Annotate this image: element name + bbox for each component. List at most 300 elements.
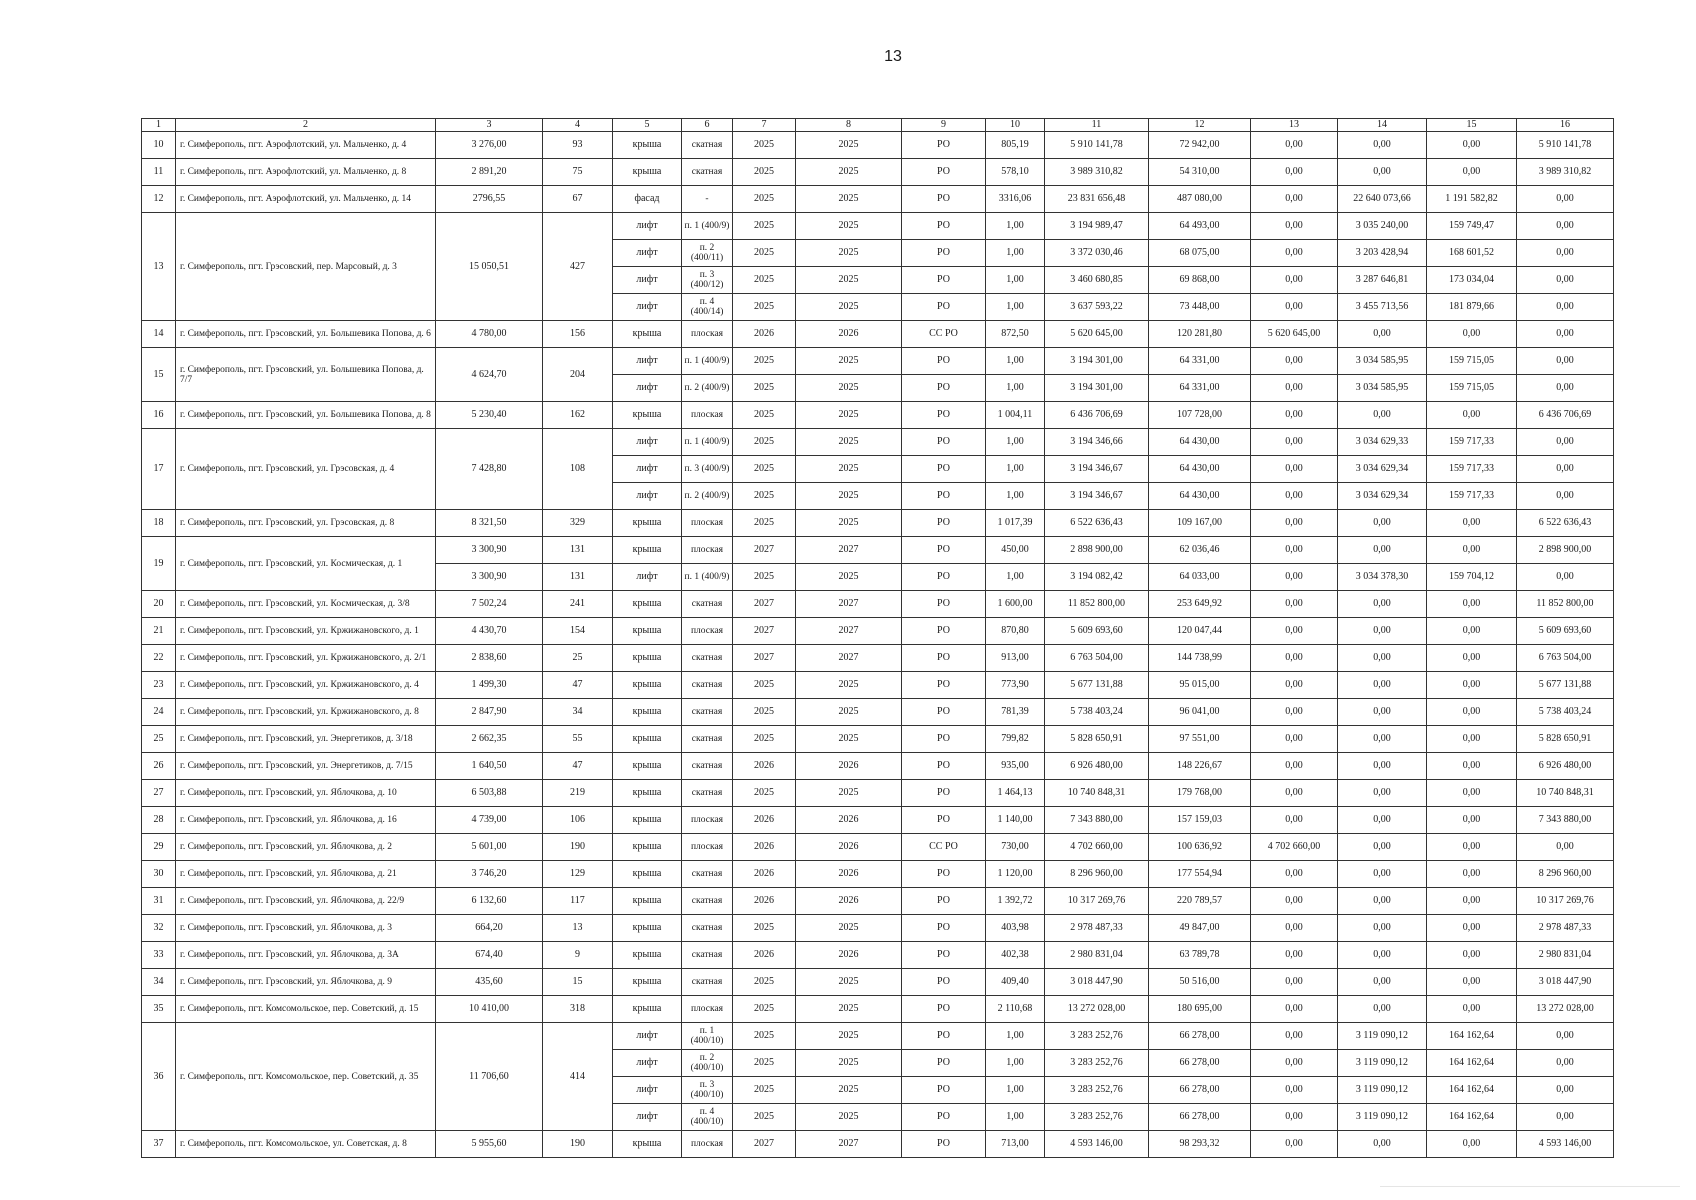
col14-cell: 0,00: [1338, 888, 1427, 915]
table-row: [142, 348, 1614, 375]
year-start-cell: 2026: [733, 861, 796, 888]
header-cell: 16: [1517, 119, 1614, 132]
year-end-cell: 2025: [796, 402, 902, 429]
total-cost-cell: 5 677 131,88: [1045, 672, 1149, 699]
total-cost-cell: 3 283 252,76: [1045, 1077, 1149, 1104]
col13-cell: 0,00: [1251, 969, 1338, 996]
year-start-cell: 2025: [733, 267, 796, 294]
address-cell: г. Симферополь, пгт. Грэсовский, ул. Кржижановского, д. 4: [176, 672, 436, 699]
work-type-cell: крыша: [613, 402, 682, 429]
col15-cell: 168 601,52: [1427, 240, 1517, 267]
col12-cell: 157 159,03: [1149, 807, 1251, 834]
source-cell: РО: [902, 375, 986, 402]
year-end-cell: 2025: [796, 780, 902, 807]
row-number-cell: 26: [142, 753, 176, 780]
roof-type-cell: скатная: [682, 888, 733, 915]
table-row: [142, 1023, 1614, 1050]
row-number-cell: 20: [142, 591, 176, 618]
roof-type-cell: плоская: [682, 321, 733, 348]
col13-cell: 0,00: [1251, 996, 1338, 1023]
table-row: [142, 213, 1614, 240]
col13-cell: 0,00: [1251, 1131, 1338, 1158]
col14-cell: 3 119 090,12: [1338, 1023, 1427, 1050]
year-end-cell: 2026: [796, 807, 902, 834]
col16-cell: 5 738 403,24: [1517, 699, 1614, 726]
col13-cell: 0,00: [1251, 726, 1338, 753]
row-number-cell: 31: [142, 888, 176, 915]
col14-cell: 0,00: [1338, 780, 1427, 807]
total-cost-cell: 13 272 028,00: [1045, 996, 1149, 1023]
quantity-cell: 1,00: [986, 564, 1045, 591]
col15-cell: 0,00: [1427, 807, 1517, 834]
year-end-cell: 2025: [796, 375, 902, 402]
col13-cell: 0,00: [1251, 186, 1338, 213]
total-cost-cell: 4 593 146,00: [1045, 1131, 1149, 1158]
work-type-cell: лифт: [613, 348, 682, 375]
roof-type-cell: плоская: [682, 807, 733, 834]
col14-cell: 3 287 646,81: [1338, 267, 1427, 294]
year-end-cell: 2025: [796, 915, 902, 942]
year-start-cell: 2026: [733, 942, 796, 969]
header-cell: 15: [1427, 119, 1517, 132]
row-number-cell: 16: [142, 402, 176, 429]
col16-cell: 0,00: [1517, 564, 1614, 591]
area-cell: 2 662,35: [436, 726, 543, 753]
roof-type-cell: плоская: [682, 996, 733, 1023]
col15-cell: 0,00: [1427, 510, 1517, 537]
source-cell: РО: [902, 1023, 986, 1050]
year-start-cell: 2025: [733, 996, 796, 1023]
col14-cell: 0,00: [1338, 402, 1427, 429]
roof-type-cell: скатная: [682, 942, 733, 969]
work-type-cell: лифт: [613, 375, 682, 402]
quantity-cell: 1 017,39: [986, 510, 1045, 537]
work-type-cell: лифт: [613, 429, 682, 456]
col13-cell: 5 620 645,00: [1251, 321, 1338, 348]
total-cost-cell: 3 194 346,66: [1045, 429, 1149, 456]
table-row: [142, 942, 1614, 969]
table-row: [142, 834, 1614, 861]
col15-cell: 0,00: [1427, 888, 1517, 915]
header-cell: 9: [902, 119, 986, 132]
year-start-cell: 2025: [733, 564, 796, 591]
col15-cell: 181 879,66: [1427, 294, 1517, 321]
total-cost-cell: 7 343 880,00: [1045, 807, 1149, 834]
roof-type-cell: плоская: [682, 1131, 733, 1158]
source-cell: РО: [902, 213, 986, 240]
year-end-cell: 2025: [796, 726, 902, 753]
roof-type-cell: п. 3 (400/12): [682, 267, 733, 294]
total-cost-cell: 4 702 660,00: [1045, 834, 1149, 861]
col15-cell: 159 715,05: [1427, 375, 1517, 402]
col14-cell: 3 035 240,00: [1338, 213, 1427, 240]
total-cost-cell: 11 852 800,00: [1045, 591, 1149, 618]
table-row: [142, 618, 1614, 645]
col16-cell: 13 272 028,00: [1517, 996, 1614, 1023]
header-cell: 13: [1251, 119, 1338, 132]
area-cell: 1 499,30: [436, 672, 543, 699]
header-cell: 6: [682, 119, 733, 132]
col13-cell: 0,00: [1251, 159, 1338, 186]
quantity-cell: 713,00: [986, 1131, 1045, 1158]
col12-cell: 253 649,92: [1149, 591, 1251, 618]
table-row: [142, 591, 1614, 618]
quantity-cell: 1,00: [986, 483, 1045, 510]
table-row: [142, 861, 1614, 888]
quantity-cell: 1 392,72: [986, 888, 1045, 915]
work-type-cell: лифт: [613, 213, 682, 240]
roof-type-cell: плоская: [682, 537, 733, 564]
col16-cell: 0,00: [1517, 1104, 1614, 1131]
row-number-cell: 19: [142, 537, 176, 591]
col12-cell: 66 278,00: [1149, 1050, 1251, 1077]
col12-cell: 96 041,00: [1149, 699, 1251, 726]
table-row: [142, 159, 1614, 186]
roof-type-cell: скатная: [682, 915, 733, 942]
area-cell: 5 955,60: [436, 1131, 543, 1158]
year-start-cell: 2025: [733, 348, 796, 375]
year-end-cell: 2025: [796, 159, 902, 186]
roof-type-cell: п. 1 (400/9): [682, 213, 733, 240]
col16-cell: 6 436 706,69: [1517, 402, 1614, 429]
header-cell: 5: [613, 119, 682, 132]
source-cell: РО: [902, 780, 986, 807]
year-start-cell: 2027: [733, 591, 796, 618]
area-cell: 15 050,51: [436, 213, 543, 321]
row-number-cell: 14: [142, 321, 176, 348]
work-type-cell: крыша: [613, 969, 682, 996]
col16-cell: 0,00: [1517, 1023, 1614, 1050]
col13-cell: 0,00: [1251, 591, 1338, 618]
source-cell: СС РО: [902, 321, 986, 348]
source-cell: РО: [902, 753, 986, 780]
apartments-cell: 219: [543, 780, 613, 807]
roof-type-cell: скатная: [682, 132, 733, 159]
work-type-cell: крыша: [613, 780, 682, 807]
apartments-cell: 106: [543, 807, 613, 834]
row-number-cell: 27: [142, 780, 176, 807]
work-type-cell: крыша: [613, 861, 682, 888]
header-cell: 4: [543, 119, 613, 132]
col16-cell: 2 898 900,00: [1517, 537, 1614, 564]
col13-cell: 0,00: [1251, 294, 1338, 321]
col14-cell: 0,00: [1338, 861, 1427, 888]
table-row: [142, 915, 1614, 942]
apartments-cell: 190: [543, 1131, 613, 1158]
total-cost-cell: 3 372 030,46: [1045, 240, 1149, 267]
source-cell: РО: [902, 456, 986, 483]
quantity-cell: 403,98: [986, 915, 1045, 942]
col12-cell: 63 789,78: [1149, 942, 1251, 969]
apartments-cell: 15: [543, 969, 613, 996]
col16-cell: 0,00: [1517, 186, 1614, 213]
col12-cell: 487 080,00: [1149, 186, 1251, 213]
col14-cell: 0,00: [1338, 753, 1427, 780]
col12-cell: 64 331,00: [1149, 375, 1251, 402]
col16-cell: 0,00: [1517, 456, 1614, 483]
col12-cell: 179 768,00: [1149, 780, 1251, 807]
table-row: [142, 672, 1614, 699]
col16-cell: 10 740 848,31: [1517, 780, 1614, 807]
col12-cell: 177 554,94: [1149, 861, 1251, 888]
source-cell: РО: [902, 564, 986, 591]
total-cost-cell: 3 194 301,00: [1045, 348, 1149, 375]
col12-cell: 72 942,00: [1149, 132, 1251, 159]
roof-type-cell: п. 3 (400/10): [682, 1077, 733, 1104]
header-cell: 8: [796, 119, 902, 132]
year-start-cell: 2025: [733, 456, 796, 483]
quantity-cell: 1 004,11: [986, 402, 1045, 429]
col15-cell: 0,00: [1427, 942, 1517, 969]
apartments-cell: 75: [543, 159, 613, 186]
apartments-cell: 9: [543, 942, 613, 969]
row-number-cell: 35: [142, 996, 176, 1023]
year-end-cell: 2025: [796, 564, 902, 591]
col14-cell: 0,00: [1338, 915, 1427, 942]
header-cell: 11: [1045, 119, 1149, 132]
year-start-cell: 2025: [733, 213, 796, 240]
work-type-cell: крыша: [613, 618, 682, 645]
table-row: [142, 321, 1614, 348]
year-start-cell: 2025: [733, 132, 796, 159]
quantity-cell: 773,90: [986, 672, 1045, 699]
roof-type-cell: скатная: [682, 699, 733, 726]
col14-cell: 3 203 428,94: [1338, 240, 1427, 267]
address-cell: г. Симферополь, пгт. Аэрофлотский, ул. Мальченко, д. 8: [176, 159, 436, 186]
roof-type-cell: п. 3 (400/9): [682, 456, 733, 483]
col13-cell: 0,00: [1251, 699, 1338, 726]
col15-cell: 164 162,64: [1427, 1050, 1517, 1077]
col15-cell: 164 162,64: [1427, 1077, 1517, 1104]
year-end-cell: 2025: [796, 186, 902, 213]
source-cell: СС РО: [902, 834, 986, 861]
area-cell: 6 503,88: [436, 780, 543, 807]
header-cell: 2: [176, 119, 436, 132]
col14-cell: 0,00: [1338, 537, 1427, 564]
year-end-cell: 2027: [796, 1131, 902, 1158]
source-cell: РО: [902, 807, 986, 834]
address-cell: г. Симферополь, пгт. Грэсовский, ул. Грэсовская, д. 4: [176, 429, 436, 510]
address-cell: г. Симферополь, пгт. Грэсовский, ул. Космическая, д. 3/8: [176, 591, 436, 618]
col13-cell: 0,00: [1251, 429, 1338, 456]
source-cell: РО: [902, 996, 986, 1023]
total-cost-cell: 2 978 487,33: [1045, 915, 1149, 942]
year-end-cell: 2025: [796, 1023, 902, 1050]
apartments-cell: 190: [543, 834, 613, 861]
table-row: [142, 510, 1614, 537]
source-cell: РО: [902, 483, 986, 510]
apartments-cell: 131: [543, 564, 613, 591]
year-end-cell: 2025: [796, 672, 902, 699]
address-cell: г. Симферополь, пгт. Грэсовский, ул. Грэсовская, д. 8: [176, 510, 436, 537]
total-cost-cell: 3 194 346,67: [1045, 456, 1149, 483]
source-cell: РО: [902, 1131, 986, 1158]
apartments-cell: 47: [543, 753, 613, 780]
col16-cell: 6 926 480,00: [1517, 753, 1614, 780]
year-start-cell: 2025: [733, 429, 796, 456]
year-end-cell: 2027: [796, 645, 902, 672]
area-cell: 7 502,24: [436, 591, 543, 618]
year-start-cell: 2025: [733, 1050, 796, 1077]
year-end-cell: 2025: [796, 1077, 902, 1104]
col15-cell: 0,00: [1427, 1131, 1517, 1158]
apartments-cell: 129: [543, 861, 613, 888]
col14-cell: 3 034 629,34: [1338, 456, 1427, 483]
row-number-cell: 33: [142, 942, 176, 969]
address-cell: г. Симферополь, пгт. Грэсовский, ул. Яблочкова, д. 21: [176, 861, 436, 888]
work-type-cell: крыша: [613, 591, 682, 618]
year-end-cell: 2025: [796, 348, 902, 375]
work-type-cell: крыша: [613, 672, 682, 699]
source-cell: РО: [902, 672, 986, 699]
col12-cell: 62 036,46: [1149, 537, 1251, 564]
col16-cell: 6 763 504,00: [1517, 645, 1614, 672]
header-cell: 1: [142, 119, 176, 132]
work-type-cell: крыша: [613, 645, 682, 672]
col16-cell: 5 828 650,91: [1517, 726, 1614, 753]
col12-cell: 100 636,92: [1149, 834, 1251, 861]
apartments-cell: 427: [543, 213, 613, 321]
col13-cell: 0,00: [1251, 915, 1338, 942]
col12-cell: 50 516,00: [1149, 969, 1251, 996]
apartments-cell: 241: [543, 591, 613, 618]
work-type-cell: крыша: [613, 132, 682, 159]
source-cell: РО: [902, 618, 986, 645]
row-number-cell: 25: [142, 726, 176, 753]
roof-type-cell: п. 4 (400/14): [682, 294, 733, 321]
col14-cell: 3 034 629,33: [1338, 429, 1427, 456]
year-start-cell: 2027: [733, 645, 796, 672]
col13-cell: 0,00: [1251, 375, 1338, 402]
col15-cell: 159 717,33: [1427, 483, 1517, 510]
address-cell: г. Симферополь, пгт. Грэсовский, ул. Яблочкова, д. 3А: [176, 942, 436, 969]
col12-cell: 64 033,00: [1149, 564, 1251, 591]
total-cost-cell: 3 194 989,47: [1045, 213, 1149, 240]
col15-cell: 0,00: [1427, 159, 1517, 186]
quantity-cell: 402,38: [986, 942, 1045, 969]
quantity-cell: 1,00: [986, 267, 1045, 294]
col14-cell: 0,00: [1338, 969, 1427, 996]
work-type-cell: крыша: [613, 888, 682, 915]
col12-cell: 148 226,67: [1149, 753, 1251, 780]
col15-cell: 0,00: [1427, 726, 1517, 753]
col15-cell: 0,00: [1427, 321, 1517, 348]
col12-cell: 64 430,00: [1149, 429, 1251, 456]
table-row: [142, 807, 1614, 834]
col16-cell: 0,00: [1517, 213, 1614, 240]
year-start-cell: 2025: [733, 510, 796, 537]
quantity-cell: 1,00: [986, 1077, 1045, 1104]
col15-cell: 159 704,12: [1427, 564, 1517, 591]
area-cell: 4 780,00: [436, 321, 543, 348]
col12-cell: 49 847,00: [1149, 915, 1251, 942]
year-end-cell: 2025: [796, 1104, 902, 1131]
year-end-cell: 2026: [796, 753, 902, 780]
work-type-cell: крыша: [613, 942, 682, 969]
year-end-cell: 2027: [796, 591, 902, 618]
quantity-cell: 870,80: [986, 618, 1045, 645]
roof-type-cell: п. 1 (400/9): [682, 348, 733, 375]
quantity-cell: 1,00: [986, 1104, 1045, 1131]
source-cell: РО: [902, 429, 986, 456]
roof-type-cell: скатная: [682, 159, 733, 186]
col14-cell: 3 119 090,12: [1338, 1077, 1427, 1104]
year-end-cell: 2025: [796, 240, 902, 267]
quantity-cell: 730,00: [986, 834, 1045, 861]
total-cost-cell: 3 283 252,76: [1045, 1023, 1149, 1050]
col14-cell: 3 034 585,95: [1338, 375, 1427, 402]
apartments-cell: 34: [543, 699, 613, 726]
table-row: [142, 645, 1614, 672]
work-type-cell: фасад: [613, 186, 682, 213]
col14-cell: 0,00: [1338, 942, 1427, 969]
roof-type-cell: п. 1 (400/10): [682, 1023, 733, 1050]
year-start-cell: 2025: [733, 402, 796, 429]
address-cell: г. Симферополь, пгт. Грэсовский, пер. Марсовый, д. 3: [176, 213, 436, 321]
quantity-cell: 805,19: [986, 132, 1045, 159]
work-type-cell: лифт: [613, 240, 682, 267]
area-cell: 435,60: [436, 969, 543, 996]
total-cost-cell: 10 317 269,76: [1045, 888, 1149, 915]
source-cell: РО: [902, 969, 986, 996]
col12-cell: 66 278,00: [1149, 1104, 1251, 1131]
quantity-cell: 781,39: [986, 699, 1045, 726]
col13-cell: 0,00: [1251, 1050, 1338, 1077]
col15-cell: 0,00: [1427, 915, 1517, 942]
col12-cell: 109 167,00: [1149, 510, 1251, 537]
work-type-cell: лифт: [613, 483, 682, 510]
address-cell: г. Симферополь, пгт. Грэсовский, ул. Яблочкова, д. 3: [176, 915, 436, 942]
address-cell: г. Симферополь, пгт. Аэрофлотский, ул. Мальченко, д. 14: [176, 186, 436, 213]
col15-cell: 0,00: [1427, 591, 1517, 618]
address-cell: г. Симферополь, пгт. Грэсовский, ул. Большевика Попова, д. 7/7: [176, 348, 436, 402]
roof-type-cell: скатная: [682, 780, 733, 807]
col12-cell: 107 728,00: [1149, 402, 1251, 429]
col16-cell: 3 989 310,82: [1517, 159, 1614, 186]
roof-type-cell: п. 1 (400/9): [682, 564, 733, 591]
total-cost-cell: 5 609 693,60: [1045, 618, 1149, 645]
col12-cell: 66 278,00: [1149, 1077, 1251, 1104]
total-cost-cell: 3 194 301,00: [1045, 375, 1149, 402]
col16-cell: 8 296 960,00: [1517, 861, 1614, 888]
total-cost-cell: 2 980 831,04: [1045, 942, 1149, 969]
quantity-cell: 1,00: [986, 213, 1045, 240]
source-cell: РО: [902, 915, 986, 942]
total-cost-cell: 23 831 656,48: [1045, 186, 1149, 213]
col12-cell: 64 331,00: [1149, 348, 1251, 375]
col14-cell: 0,00: [1338, 807, 1427, 834]
work-type-cell: крыша: [613, 537, 682, 564]
work-type-cell: лифт: [613, 564, 682, 591]
quantity-cell: 578,10: [986, 159, 1045, 186]
year-end-cell: 2025: [796, 132, 902, 159]
area-cell: 6 132,60: [436, 888, 543, 915]
work-type-cell: крыша: [613, 510, 682, 537]
col13-cell: 0,00: [1251, 564, 1338, 591]
col16-cell: 5 609 693,60: [1517, 618, 1614, 645]
source-cell: РО: [902, 240, 986, 267]
quantity-cell: 1,00: [986, 1023, 1045, 1050]
area-cell: 3 300,90: [436, 564, 543, 591]
area-cell: 8 321,50: [436, 510, 543, 537]
address-cell: г. Симферополь, пгт. Грэсовский, ул. Большевика Попова, д. 8: [176, 402, 436, 429]
table-row: [142, 429, 1614, 456]
row-number-cell: 36: [142, 1023, 176, 1131]
quantity-cell: 1,00: [986, 294, 1045, 321]
col16-cell: 0,00: [1517, 834, 1614, 861]
work-type-cell: лифт: [613, 294, 682, 321]
col13-cell: 0,00: [1251, 267, 1338, 294]
